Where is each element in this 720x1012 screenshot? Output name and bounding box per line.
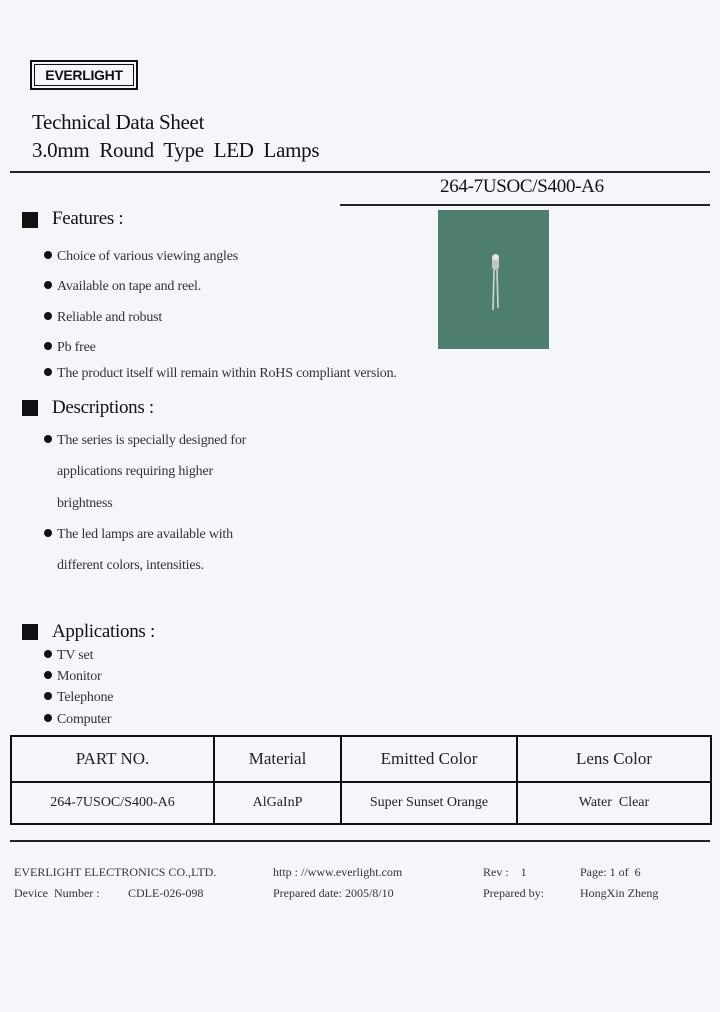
logo-text: EVERLIGHT bbox=[34, 64, 134, 86]
list-item: Reliable and robust bbox=[44, 310, 162, 326]
list-item: The product itself will remain within RoHS compliant version. bbox=[44, 366, 397, 382]
document-title: Technical Data Sheet bbox=[32, 110, 205, 134]
bullet-dot-icon bbox=[44, 650, 52, 658]
table-cell: Super Sunset Orange bbox=[341, 782, 517, 824]
part-number-rule bbox=[340, 204, 710, 206]
table-header-row bbox=[11, 736, 711, 782]
product-photo bbox=[438, 210, 549, 349]
list-item-continuation: brightness bbox=[57, 496, 113, 511]
bullet-dot-icon bbox=[44, 435, 52, 443]
part-number-heading: 264-7USOC/S400-A6 bbox=[440, 176, 604, 197]
bullet-dot-icon bbox=[44, 368, 52, 376]
list-item: TV set bbox=[44, 648, 93, 664]
list-item: Telephone bbox=[44, 690, 113, 706]
section-square-icon bbox=[22, 212, 38, 228]
footer-rule bbox=[10, 840, 710, 842]
list-item: Pb free bbox=[44, 340, 96, 356]
document-subtitle: 3.0mm Round Type LED Lamps bbox=[32, 138, 320, 162]
list-item: Available on tape and reel. bbox=[44, 279, 201, 295]
header-rule bbox=[10, 171, 710, 173]
list-item-continuation: applications requiring higher bbox=[57, 464, 213, 479]
led-lamp-image bbox=[438, 210, 549, 349]
footer-prepared-by: HongXin Zheng bbox=[580, 886, 659, 900]
bullet-dot-icon bbox=[44, 692, 52, 700]
bullet-dot-icon bbox=[44, 281, 52, 289]
applications-heading: Applications : bbox=[52, 621, 155, 642]
table-header-cell: Emitted Color bbox=[341, 736, 517, 782]
list-item: Monitor bbox=[44, 669, 102, 685]
footer-website-link[interactable]: http : //www.everlight.com bbox=[273, 865, 403, 879]
table-cell: 264-7USOC/S400-A6 bbox=[11, 782, 214, 824]
footer-device-number: CDLE-026-098 bbox=[128, 886, 204, 900]
descriptions-heading: Descriptions : bbox=[52, 397, 154, 418]
footer-prepared-date: Prepared date: 2005/8/10 bbox=[273, 886, 394, 900]
table-header-cell: PART NO. bbox=[11, 736, 214, 782]
everlight-logo bbox=[30, 60, 138, 90]
footer-device-number-label: Device Number : bbox=[14, 886, 100, 900]
table-cell: AlGaInP bbox=[214, 782, 341, 824]
bullet-dot-icon bbox=[44, 714, 52, 722]
list-item: Computer bbox=[44, 712, 111, 728]
bullet-dot-icon bbox=[44, 671, 52, 679]
table-header-cell: Lens Color bbox=[517, 736, 711, 782]
list-item-continuation: different colors, intensities. bbox=[57, 558, 204, 573]
footer-revision: Rev : 1 bbox=[483, 865, 527, 879]
section-square-icon bbox=[22, 400, 38, 416]
footer-page-number: Page: 1 of 6 bbox=[580, 865, 641, 879]
parts-table bbox=[10, 735, 712, 825]
footer-company: EVERLIGHT ELECTRONICS CO.,LTD. bbox=[14, 865, 217, 879]
section-square-icon bbox=[22, 624, 38, 640]
list-item: The led lamps are available with bbox=[44, 527, 233, 543]
bullet-dot-icon bbox=[44, 312, 52, 320]
list-item: Choice of various viewing angles bbox=[44, 249, 238, 265]
footer-prepared-by-label: Prepared by: bbox=[483, 886, 544, 900]
table-cell: Water Clear bbox=[517, 782, 711, 824]
features-heading: Features : bbox=[52, 208, 124, 229]
list-item: The series is specially designed for bbox=[44, 433, 246, 449]
bullet-dot-icon bbox=[44, 529, 52, 537]
table-header-cell: Material bbox=[214, 736, 341, 782]
bullet-dot-icon bbox=[44, 342, 52, 350]
table-row bbox=[11, 782, 711, 824]
bullet-dot-icon bbox=[44, 251, 52, 259]
